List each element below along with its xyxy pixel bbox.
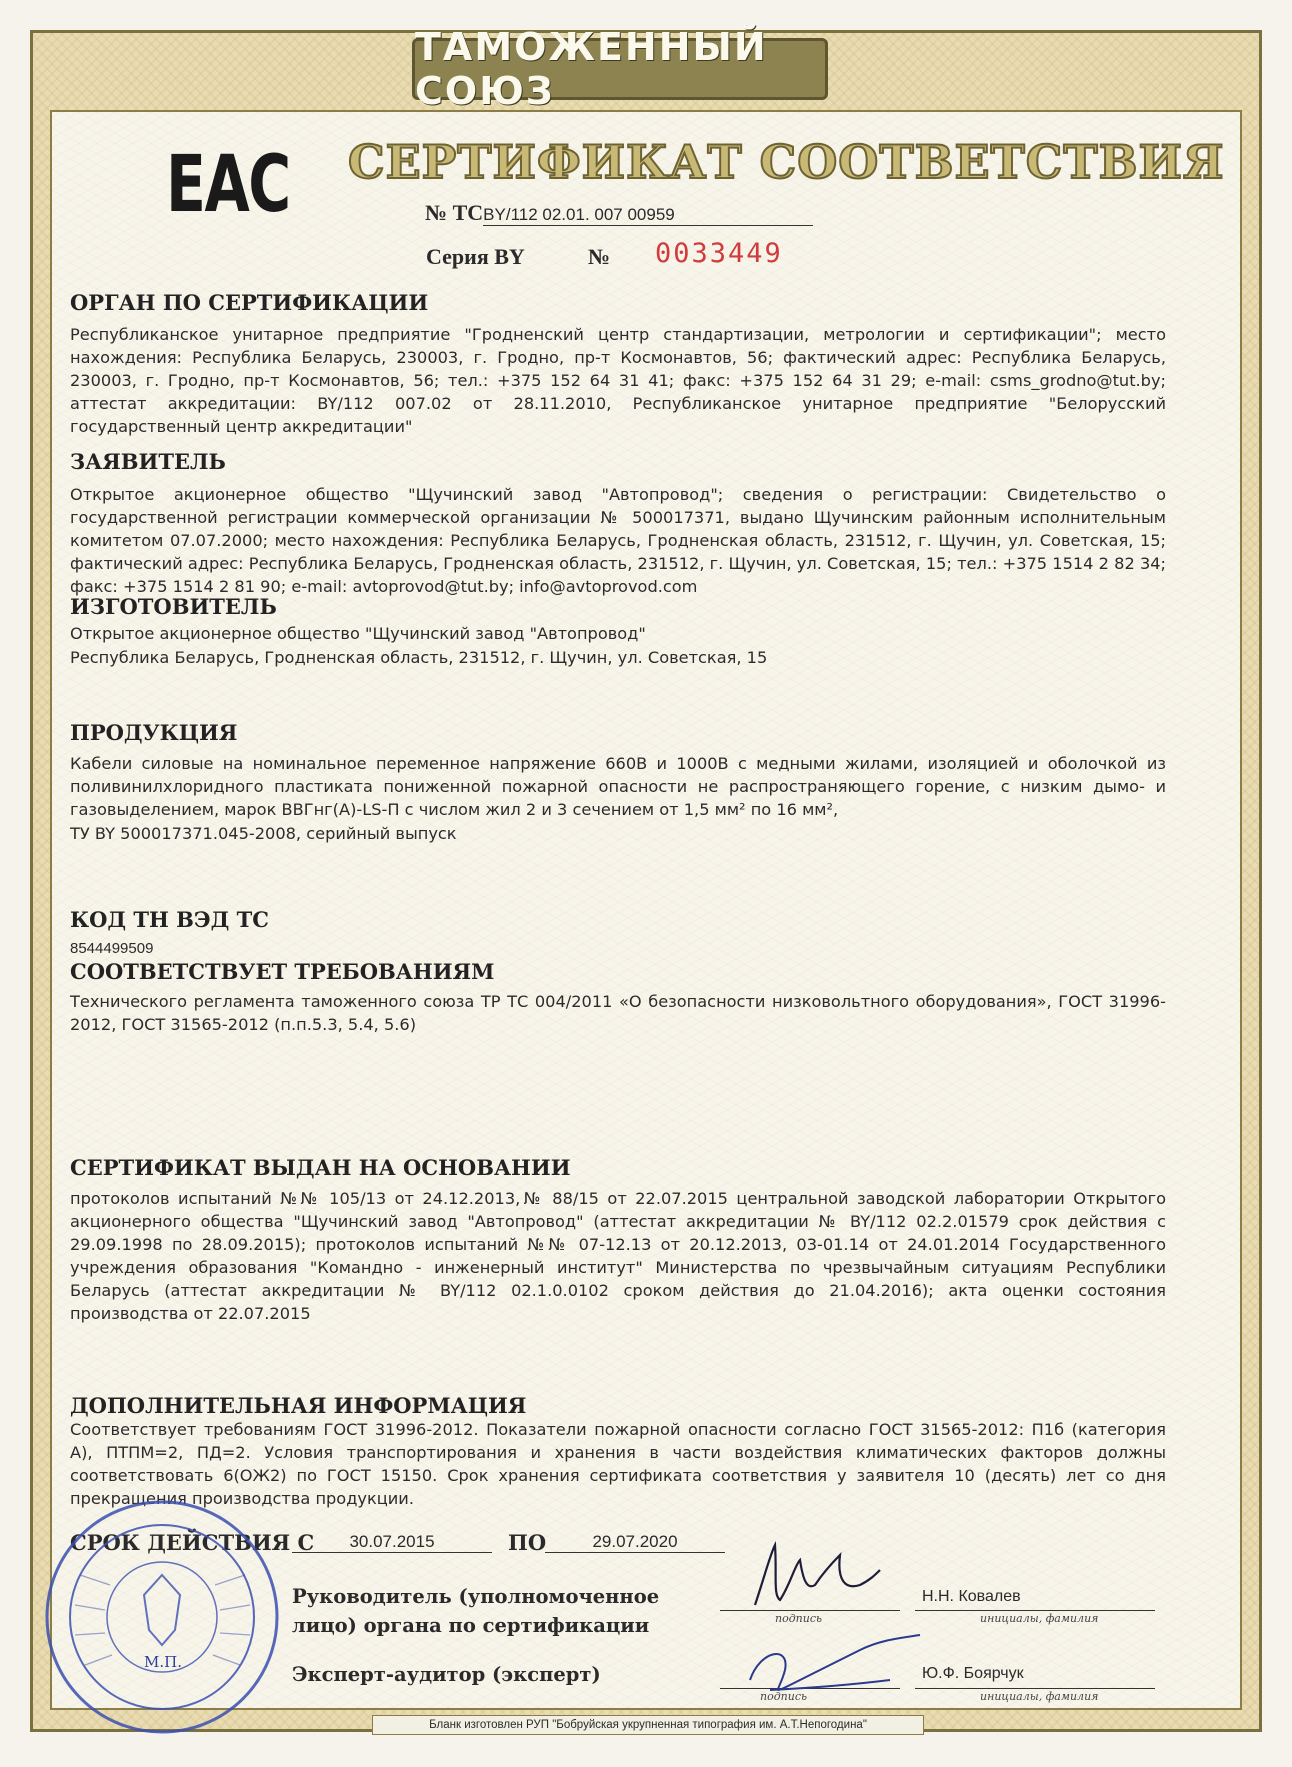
head-handwritten-signature [745,1535,885,1615]
basis-text: протоколов испытаний №№ 105/13 от 24.12.2013,№ 88/15 от 22.07.2015 центральной заводской лаборатории Открытого акционерного общества "Щучинский завод "Автопровод" (аттестат аккредитации № BY/112 02.2.01579 срок действия с 29.09.1998 по 28.09.2015); протоколов испытаний №№ 07-12.13 от 20.12.2013, 03-01.14 от 24.01.2014 Государственного учреждения образования "Командно - инженерный институт" Министерства по чрезвычайным ситуациям Республики Беларусь (аттестат аккредитации № BY/112 02.1.0.0102 сроком действия до 21.04.2016); акта оценки состояния производства от 22.07.2015 [70,1189,1166,1323]
expert-handwritten-signature [730,1630,930,1710]
product-text: Кабели силовые на номинальное переменное напряжение 660В и 1000В с медными жилами, изоляцией и оболочкой из поливинилхлоридного пластиката пониженной пожарной опасности не распространяющего горение, с низким дымо- и газовыделением, марок ВВГнг(А)-LS-П с числом жил 2 и 3 сечением от 1,5 мм² по 16 мм², [70,754,1166,819]
head-signature-caption: подпись [775,1612,822,1625]
expert-name-caption: инициалы, фамилия [980,1690,1099,1703]
series-number: 0033449 [655,238,783,269]
conforms-text: Технического регламента таможенного союза ТР ТС 004/2011 «О безопасности низковольтного оборудования», ГОСТ 31996-2012, ГОСТ 31565-2012 (п.п.5.3, 5.4, 5.6) [70,992,1166,1034]
manufacturer-line2: Республика Беларусь, Гродненская область, 231512, г. Щучин, ул. Советская, 15 [70,648,768,667]
customs-union-banner [412,25,828,113]
applicant-heading: ЗАЯВИТЕЛЬ [70,449,226,474]
cert-body-text: Республиканское унитарное предприятие "Гродненский центр стандартизации, метрологии и сертификации"; место нахождения: Республика Беларусь, 230003, г. Гродно, пр-т Космонавтов, 56; фактический адрес: Республика Беларусь, 230003, г. Гродно, пр-т Космонавтов, 56; тел.: +375 152 64 31 41; факс: +375 152 64 31 29; e-mail: csms_grodno@tut.by; аттестат аккредитации: BY/112 007.02 от 28.11.2010, Республиканское унитарное предприятие "Белорусский государственный центр аккредитации" [70,325,1166,436]
official-stamp [40,1495,285,1740]
head-name: Н.Н. Ковалев [922,1588,1021,1605]
validity-to-date: 29.07.2020 [545,1532,725,1553]
head-name-caption: инициалы, фамилия [980,1612,1099,1625]
certificate-number-value: BY/112 02.01. 007 00959 [483,205,813,226]
stamp-mark: М.П. [144,1653,182,1671]
certificate-number-label: № ТС [425,200,484,225]
hs-code-heading: КОД ТН ВЭД ТС [70,907,269,932]
cert-body-heading: ОРГАН ПО СЕРТИФИКАЦИИ [70,290,429,315]
basis-heading: СЕРТИФИКАТ ВЫДАН НА ОСНОВАНИИ [70,1155,571,1180]
series-number-label: № [588,244,611,269]
banner-text: ТАМОЖЕННЫЙ СОЮЗ [415,25,768,113]
certificate-title: СЕРТИФИКАТ СООТВЕТСТВИЯ [348,135,1225,189]
validity-from-label: СРОК ДЕЙСТВИЯ С [70,1530,315,1555]
expert-role: Эксперт-аудитор (эксперт) [292,1663,601,1686]
footer-printer-note: Бланк изготовлен РУП "Бобруйская укрупненная типография им. А.Т.Непогодина" [372,1715,924,1735]
head-name-line [915,1610,1155,1611]
product-spec: ТУ BY 500017371.045-2008, серийный выпуск [70,824,457,843]
manufacturer-line1: Открытое акционерное общество "Щучинский завод "Автопровод" [70,624,646,643]
certificate-number [425,200,813,226]
additional-heading: ДОПОЛНИТЕЛЬНАЯ ИНФОРМАЦИЯ [70,1393,527,1418]
product-heading: ПРОДУКЦИЯ [70,720,238,745]
expert-name-line [915,1688,1155,1689]
validity-from-date: 30.07.2015 [292,1532,492,1553]
manufacturer-heading: ИЗГОТОВИТЕЛЬ [70,594,277,619]
expert-name: Ю.Ф. Боярчук [922,1665,1024,1682]
head-role-line2: лицо) органа по сертификации [292,1614,650,1637]
series-label: Серия BY [426,244,525,269]
additional-text: Соответствует требованиям ГОСТ 31996-2012. Показатели пожарной опасности согласно ГОСТ 31565-2012: П1б (категория А), ПТПМ=2, ПД=2. Условия транспортирования и хранения в части воздействия климатических факторов должны соответствовать 6(ОЖ2) по ГОСТ 15150. Срок хранения сертификата соответствия у заявителя 10 (десять) лет со дня прекращения производства продукции. [70,1420,1166,1508]
eac-mark: EAC [166,140,290,230]
head-role-line1: Руководитель (уполномоченное [292,1585,660,1608]
hs-code-value: 8544499509 [70,940,154,957]
validity-to-label: ПО [508,1530,547,1555]
expert-signature-caption: подпись [760,1690,807,1703]
conforms-heading: СООТВЕТСТВУЕТ ТРЕБОВАНИЯМ [70,959,495,984]
applicant-text: Открытое акционерное общество "Щучинский завод "Автопровод"; сведения о регистрации: Свидетельство о государственной регистрации коммерческой организации № 500017371, выдано Щучинским районным исполнительным комитетом 07.07.2000; место нахождения: Республика Беларусь, Гродненская область, 231512, г. Щучин, ул. Советская, 15; фактический адрес: Республика Беларусь, Гродненская область, 231512, г. Щучин, ул. Советская, 15; тел.: +375 1514 2 82 34; факс: +375 1514 2 81 90; e-mail: avtoprovod@tut.by; info@avtoprovod.com [70,485,1166,596]
